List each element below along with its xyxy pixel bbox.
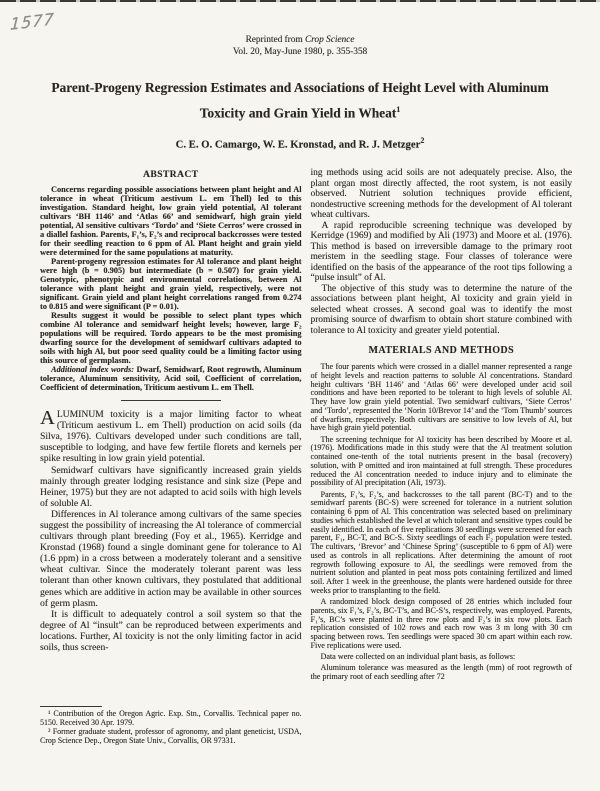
abstract-paragraph: Results suggest it would be possible to select plant types which combine Al tolerance and semidwarf height levels; however, large F₂ populations will be required. Tordo appears to be the most promising dwarfing source for the development of semidwarf cultivars adapted to soils with high Al, but poor seed quality could be a limiting factor using this source of germplasm.: [40, 311, 302, 366]
reprint-source-line: [0, 35, 600, 47]
authors-line: [0, 136, 600, 151]
introduction-paragraph: Differences in Al tolerance among cultivars of the same species suggest the possibility of increasing the Al tolerance of commercial cultivars through plant breeding (Foy et al., 1965). Kerridge and Kronstad (1968) found a single dominant gene for tolerance to Al (1.6 ppm) in a cross between a moderately tolerant and a sensitive wheat cultivar. Since the moderately tolerant parent was less tolerant than other known cultivars, they postulated that additional genes which are additive in action may be available in other sources of germ plasm.: [40, 508, 302, 609]
footnote: ¹ Contribution of the Oregon Agric. Exp. Stn., Corvallis. Technical paper no. 5150. Received 30 Apr. 1979.: [40, 709, 302, 728]
materials-paragraph: Data were collected on an individual plant basis, as follows:: [320, 652, 516, 662]
abstract-paragraph: Concerns regarding possible associations between plant height and Al tolerance in wheat (Triticum aestivum L. em Thell) led to this investigation. Standard height, low grain yield potential, Al tolerant cultivars ‘BH 1146’ and ‘Atlas 66’ and semidwarf, high grain yield potential, Al sensitive cultivars ‘Tordo’ and ‘Siete Cerros’ were crossed in a diallel fashion. Parents, F₁’s, F₂’s and reciprocal backcrosses were tested for their seedling reaction to 6 ppm of Al. Plant height and grain yield were determined for the same populations at maturity.: [40, 185, 302, 258]
body-paragraph: A rapid reproducible screening technique was developed by Kerridge (1969) and modified by Ali (1973) and Moore et al. (1976). This method is based on irreversible damage to the primary root meristem in the seedling stage. Four classes of tolerance were identified on the basis of the appearance of the root tips following a “pulse insult” of Al.: [310, 220, 572, 284]
index-words-paragraph: [40, 365, 302, 392]
footnote-rule: [40, 706, 102, 707]
section-divider-rule: [121, 400, 221, 401]
introduction-paragraph: It is difficult to adequately control a soil system so that the degree of Al “insult” can be reproduced between experiments and locations. Further, Al toxicity is not the only limiting factor in acid soils, thus screen-: [40, 608, 302, 653]
abstract-paragraph: Parent-progeny regression estimates for Al tolerance and plant height were high (b = 0.905) but intermediate (b = 0.507) for grain yield. Genotypic, phenotypic and environmental correlations, between Al tolerance with plant height and grain yield, respectively, were not significant. Grain yield and plant height correlations ranged from 0.274 to 0.815 and were significant (P = 0.01).: [40, 257, 302, 312]
continuation-paragraph: ing methods using acid soils are not adequately precise. Also, the plant organ most directly affected, the root system, is not easily observed. Nutrient solution techniques provide efficient, nondestructive screening methods for the development of Al tolerant wheat cultivars.: [310, 168, 572, 221]
footnotes-block: [40, 706, 302, 746]
body-paragraph: The objective of this study was to determine the nature of the associations between plant height, Al toxicity and grain yield in selected wheat crosses. A second goal was to identify the most promising source of dwarfism to obtain short stature combined with tolerance to Al toxicity and greater yield potential.: [310, 283, 572, 336]
article-title: [34, 77, 566, 123]
right-column: [311, 168, 573, 746]
introduction-continuation: [311, 168, 573, 336]
journal-name: Crop Science: [304, 35, 355, 45]
index-words-label: Additional index words:: [51, 365, 134, 375]
authors-footnote-mark: 2: [420, 136, 425, 146]
handwritten-page-number: 1577: [9, 9, 56, 34]
materials-methods-heading: MATERIALS AND METHODS: [368, 345, 514, 357]
footnote: ² Former graduate student, professor of agronomy, and plant geneticist, USDA, Crop Science Dep., Oregon State Univ., Corvallis, OR 97331.: [40, 727, 302, 746]
dropcap-letter: A: [40, 407, 55, 430]
scan-edge-line: [0, 0, 600, 2]
abstract-heading: ABSTRACT: [143, 169, 199, 181]
left-column: [40, 168, 302, 746]
title-footnote-mark: 1: [396, 104, 401, 114]
materials-paragraph: The four parents which were crossed in a diallel manner represented a range of height levels and reaction patterns to soluble Al concentrations. Standard height cultivars ‘BH 1146’ and ‘Atlas 66’ were developed under acid soil conditions and have been reported to be tolerant to high levels of soluble Al. They have low grain yield potential. Two semidwarf cultivars, ‘Siete Cerros’ and ‘Tordo’, represented the ‘Norin 10/Brevor 14’ and the ‘Tom Thumb’ sources of dwarfism, respectively. Both cultivars are sensitive to low levels of Al, but have high grain yield potential.: [310, 362, 572, 433]
materials-paragraph: The screening technique for Al toxicity has been described by Moore et al. (1976). Modifications made in this study were that the Al treatment solution contained one-tenth of the total nutrients present in the basal (recovery) solution, with P omitted and iron maintained at full strength. These procedures reduced the Al concentration needed to induce injury and to eliminate the possibility of Al precipitation (Ali, 1973).: [310, 434, 572, 488]
materials-methods-section: [311, 363, 573, 682]
index-words-text: Dwarf, Semidwarf, Root regrowth, Aluminum tolerance, Aluminum sensitivity, Acid soil, Coefficient of correlation, Coefficient of determination, Triticum aestivum L. em Thell.: [40, 365, 302, 393]
abstract-section: [40, 185, 302, 392]
materials-paragraph: A randomized block design composed of 28 entries which included four parents, six F₁’s, F₂’s, BC-T’s, and BC-S’s, respectively, was employed. Parents, F₁’s, BC’s were planted in three row plots and F₂’s in six row plots. Each replication consisted of 102 rows and each row was 3 m long with 30 cm spacing between rows. Ten seedlings were spaced 30 cm apart within each row. Five replications were used.: [310, 597, 572, 650]
materials-paragraph: Parents, F₁’s, F₂’s, and backcrosses to the tall parent (BC-T) and to the semidwarf parents (BC-S) were screened for tolerance in a nutrient solution containing 6 ppm of Al. This concentration was selected based on preliminary studies which established the level at which tolerant and sensitive types could be easily identified. In each of five replications 30 seedlings were screened for each parent, F₁, BC-T, and BC-S. Sixty seedlings of each F₂ population were tested. The cultivars, ‘Brevor’ and ‘Chinese Spring’ (susceptible to 6 ppm of Al) were used as controls in all replications. After determining the amount of root regrowth following exposure to Al, the seedlings were removed from the nutrient solution and planted in peat moss pots containing fertilized and limed soil. After 1 week in the greenhouse, the plants were hardened outside for three weeks prior to transplanting to the field.: [310, 489, 572, 595]
reprint-citation: Vol. 20, May-June 1980, p. 355-358: [232, 46, 368, 57]
reprint-notice: [0, 0, 600, 58]
introduction-opening-text: LUMINUM toxicity is a major limiting factor to wheat (Triticum aestivum L. em Thell) production on acid soils (da Silva, 1976). Cultivars developed under such conditions are tall, susceptible to lodging, and have few fertile florets and kernels per spike resulting in low grain yield potential.: [40, 409, 302, 465]
article-title-text: Parent-Progeny Regression Estimates and Associations of Height Level with Aluminum Toxicity and Grain Yield in Wheat: [51, 80, 549, 120]
two-column-body: [0, 168, 600, 746]
authors-text: C. E. O. Camargo, W. E. Kronstad, and R. J. Metzger: [175, 139, 421, 152]
introduction-opening-paragraph: [40, 409, 302, 464]
reprint-prefix: Reprinted from: [245, 35, 305, 45]
introduction-paragraph: Semidwarf cultivars have significantly increased grain yields mainly through greater lodging resistance and sink size (Pepe and Heiner, 1975) but they are not adapted to acid soils with high levels of soluble Al.: [40, 464, 302, 509]
materials-paragraph: Aluminum tolerance was measured as the length (mm) of root regrowth of the primary root of each seedling after 72: [310, 663, 572, 682]
introduction-section: [40, 409, 302, 653]
